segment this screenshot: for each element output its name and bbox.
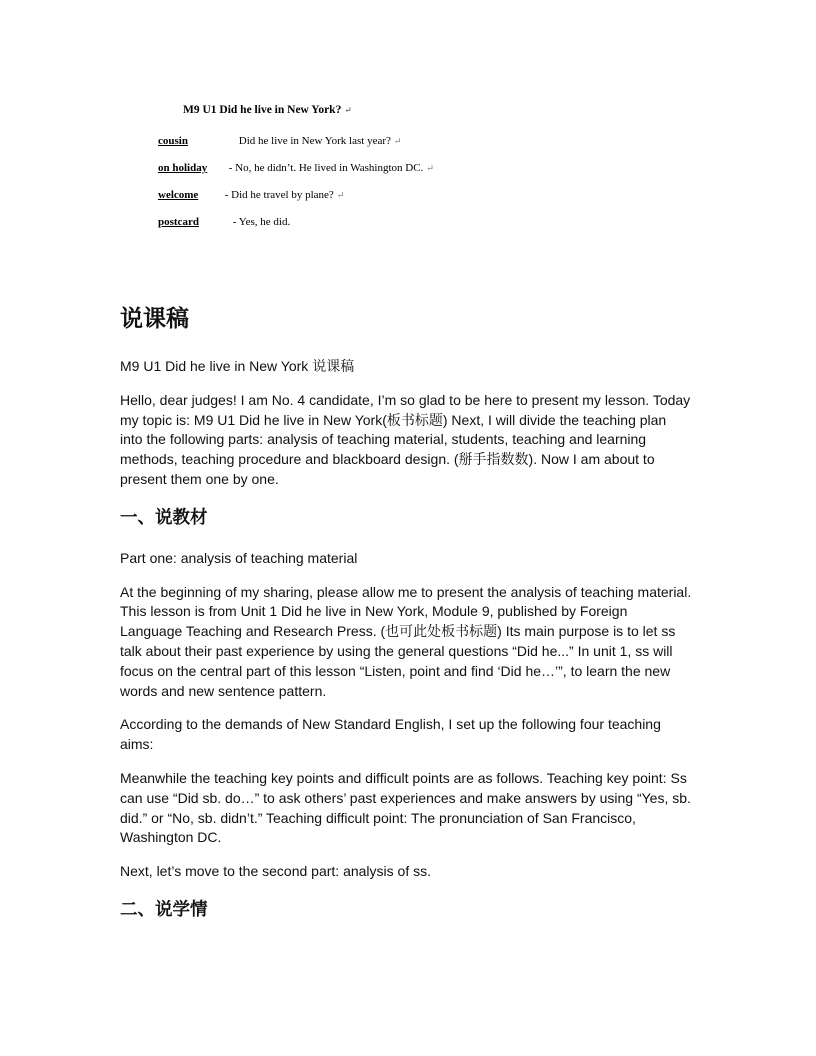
paragraph: Next, let’s move to the second part: analysis of ss. (120, 863, 432, 880)
board-sentence: - Yes, he did. (232, 216, 291, 228)
board-row (158, 162, 434, 174)
board-word: postcard (158, 216, 199, 228)
board-title: M9 U1 Did he live in New York? ↵ (183, 104, 352, 116)
board-word: on holiday (158, 162, 208, 174)
paragraph-mark-icon: ↵ (426, 163, 434, 173)
part-label: Part one: analysis of teaching material (120, 549, 358, 566)
blackboard-design-image (155, 104, 475, 234)
paragraph: According to the demands of New Standard English, I set up the following four teaching aims: (120, 716, 661, 753)
paragraph-mark-icon: ↵ (344, 105, 352, 115)
board-sentence: - Did he travel by plane? (224, 189, 334, 201)
paragraph-mark-icon: ↵ (393, 136, 402, 146)
paragraph-mark-icon: ↵ (336, 190, 345, 200)
paragraph: Meanwhile the teaching key points and difficult points are as follows. Teaching key point: Ss can use “Did sb. do…” to ask others’ past experiences and make answers by using “Yes, sb. did.” or “No, sb. didn’t.” Teaching difficult point: The pronunciation of San Francisco, Washington DC. (120, 769, 691, 846)
board-word: welcome (158, 189, 199, 201)
board-sentence: - No, he didn’t. He lived in Washington DC. (228, 162, 424, 174)
board-row (158, 216, 290, 228)
board-sentence: Did he live in New York last year? (238, 135, 391, 147)
board-row (158, 189, 344, 201)
section-title-students: 二、说学情 (120, 899, 208, 920)
paragraph: At the beginning of my sharing, please allow me to present the analysis of teaching material. This lesson is from Unit 1 Did he live in New York, Module 9, published by Foreign Language Teaching and Research Press. (也可此处板书标题) Its main purpose is to let ss talk about their past experience by using the general questions “Did he...” In unit 1, ss will focus on the central part of this lesson “Listen, point and find ‘Did he…’”, to learn the new words and new sentence pattern. (120, 583, 692, 699)
document-body (120, 300, 692, 941)
intro-paragraph: Hello, dear judges! I am No. 4 candidate, I’m so glad to be here to present my lesson. Today my topic is: M9 U1 Did he live in New York(板书标题) Next, I will divide the teaching plan into the following parts: analysis of teaching material, students, teaching and learning methods, teaching procedure and blackboard design. (掰手指数数). Now I am about to present them one by one. (120, 391, 691, 487)
board-row (158, 135, 401, 147)
document-heading: 说课稿 (120, 306, 189, 332)
document-subtitle: M9 U1 Did he live in New York 说课稿 (120, 358, 355, 374)
section-title-materials: 一、说教材 (120, 507, 208, 528)
board-word: cousin (158, 135, 188, 147)
